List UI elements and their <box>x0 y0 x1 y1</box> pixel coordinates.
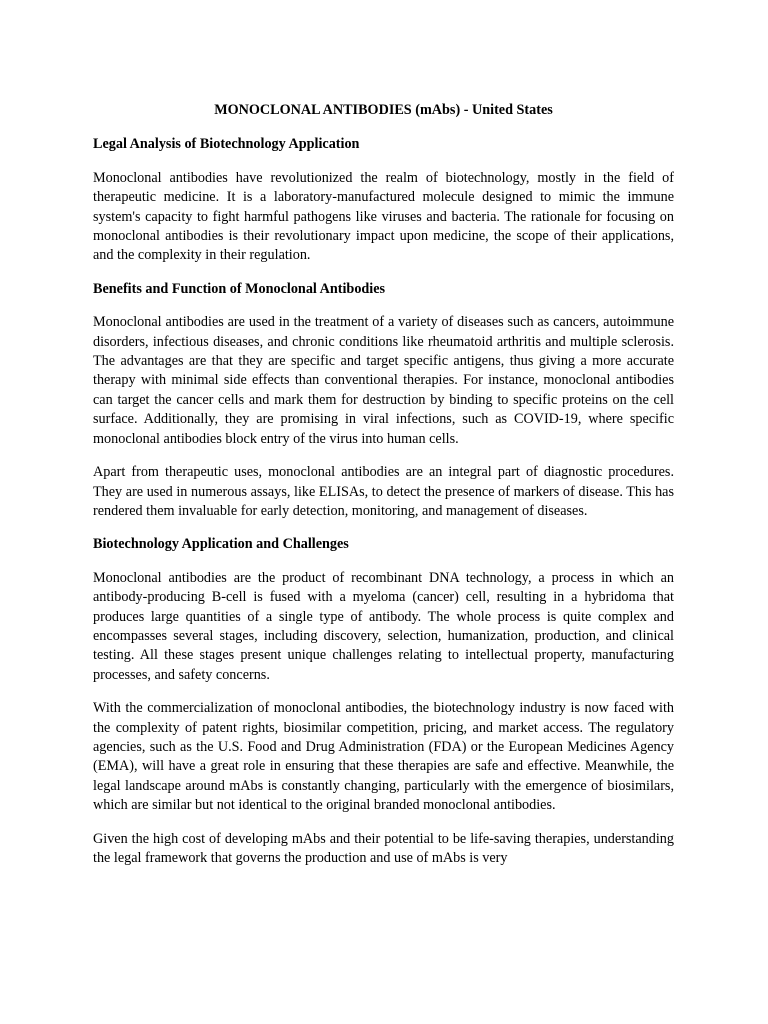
section-heading-benefits: Benefits and Function of Monoclonal Antibodies <box>93 280 386 297</box>
section-heading-legal-analysis: Legal Analysis of Biotechnology Application <box>93 136 360 153</box>
section-heading-challenges: Biotechnology Application and Challenges <box>93 536 349 553</box>
paragraph-diagnostic-uses: Apart from therapeutic uses, monoclonal antibodies are an integral part of diagnostic procedures. They are used in numerous assays, like ELISAs, to detect the presence of markers of disease. This has rendered them invaluable for early detection, monitoring, and management of diseases. <box>93 464 674 519</box>
document-title: MONOCLONAL ANTIBODIES (mAbs) - United States <box>214 102 553 118</box>
paragraph-commercialization: With the commercialization of monoclonal antibodies, the biotechnology industry is now faced with the complexity of patent rights, biosimilar competition, pricing, and market access. The regulatory agencies, such as the U.S. Food and Drug Administration (FDA) or the European Medicines Agency (EMA), will have a great role in ensuring that these therapies are safe and effective. Meanwhile, the legal landscape around mAbs is constantly changing, particularly with the emergence of biosimilars, which are similar but not identical to the original branded monoclonal antibodies. <box>93 700 674 814</box>
paragraph-production-process: Monoclonal antibodies are the product of recombinant DNA technology, a process in which an antibody-producing B-cell is fused with a myeloma (cancer) cell, resulting in a hybridoma that produces large quantities of a single type of antibody. The whole process is quite complex and encompasses several stages, including discovery, selection, humanization, production, and clinical testing. All these stages present unique challenges relating to intellectual property, manufacturing processes, and safety concerns. <box>93 569 674 683</box>
paragraph-introduction: Monoclonal antibodies have revolutionized the realm of biotechnology, mostly in the field of therapeutic medicine. It is a laboratory-manufactured molecule designed to mimic the immune system's capacity to fight harmful pathogens like viruses and bacteria. The rationale for focusing on monoclonal antibodies is their revolutionary impact upon medicine, the scope of their applications, and the complexity in their regulation. <box>93 169 674 264</box>
paragraph-therapeutic-uses: Monoclonal antibodies are used in the treatment of a variety of diseases such as cancers, autoimmune disorders, infectious diseases, and chronic conditions like rheumatoid arthritis and multiple sclerosis. The advantages are that they are specific and target specific antigens, thus giving a more accurate therapy with minimal side effects than conventional therapies. For instance, monoclonal antibodies can target the cancer cells and mark them for destruction by binding to specific proteins on the cell surface. Additionally, they are promising in viral infections, such as COVID-19, where specific monoclonal antibodies block entry of the virus into human cells. <box>93 314 674 447</box>
paragraph-legal-framework: Given the high cost of developing mAbs and their potential to be life-saving therapies, understanding the legal framework that governs the production and use of mAbs is very <box>93 830 674 866</box>
